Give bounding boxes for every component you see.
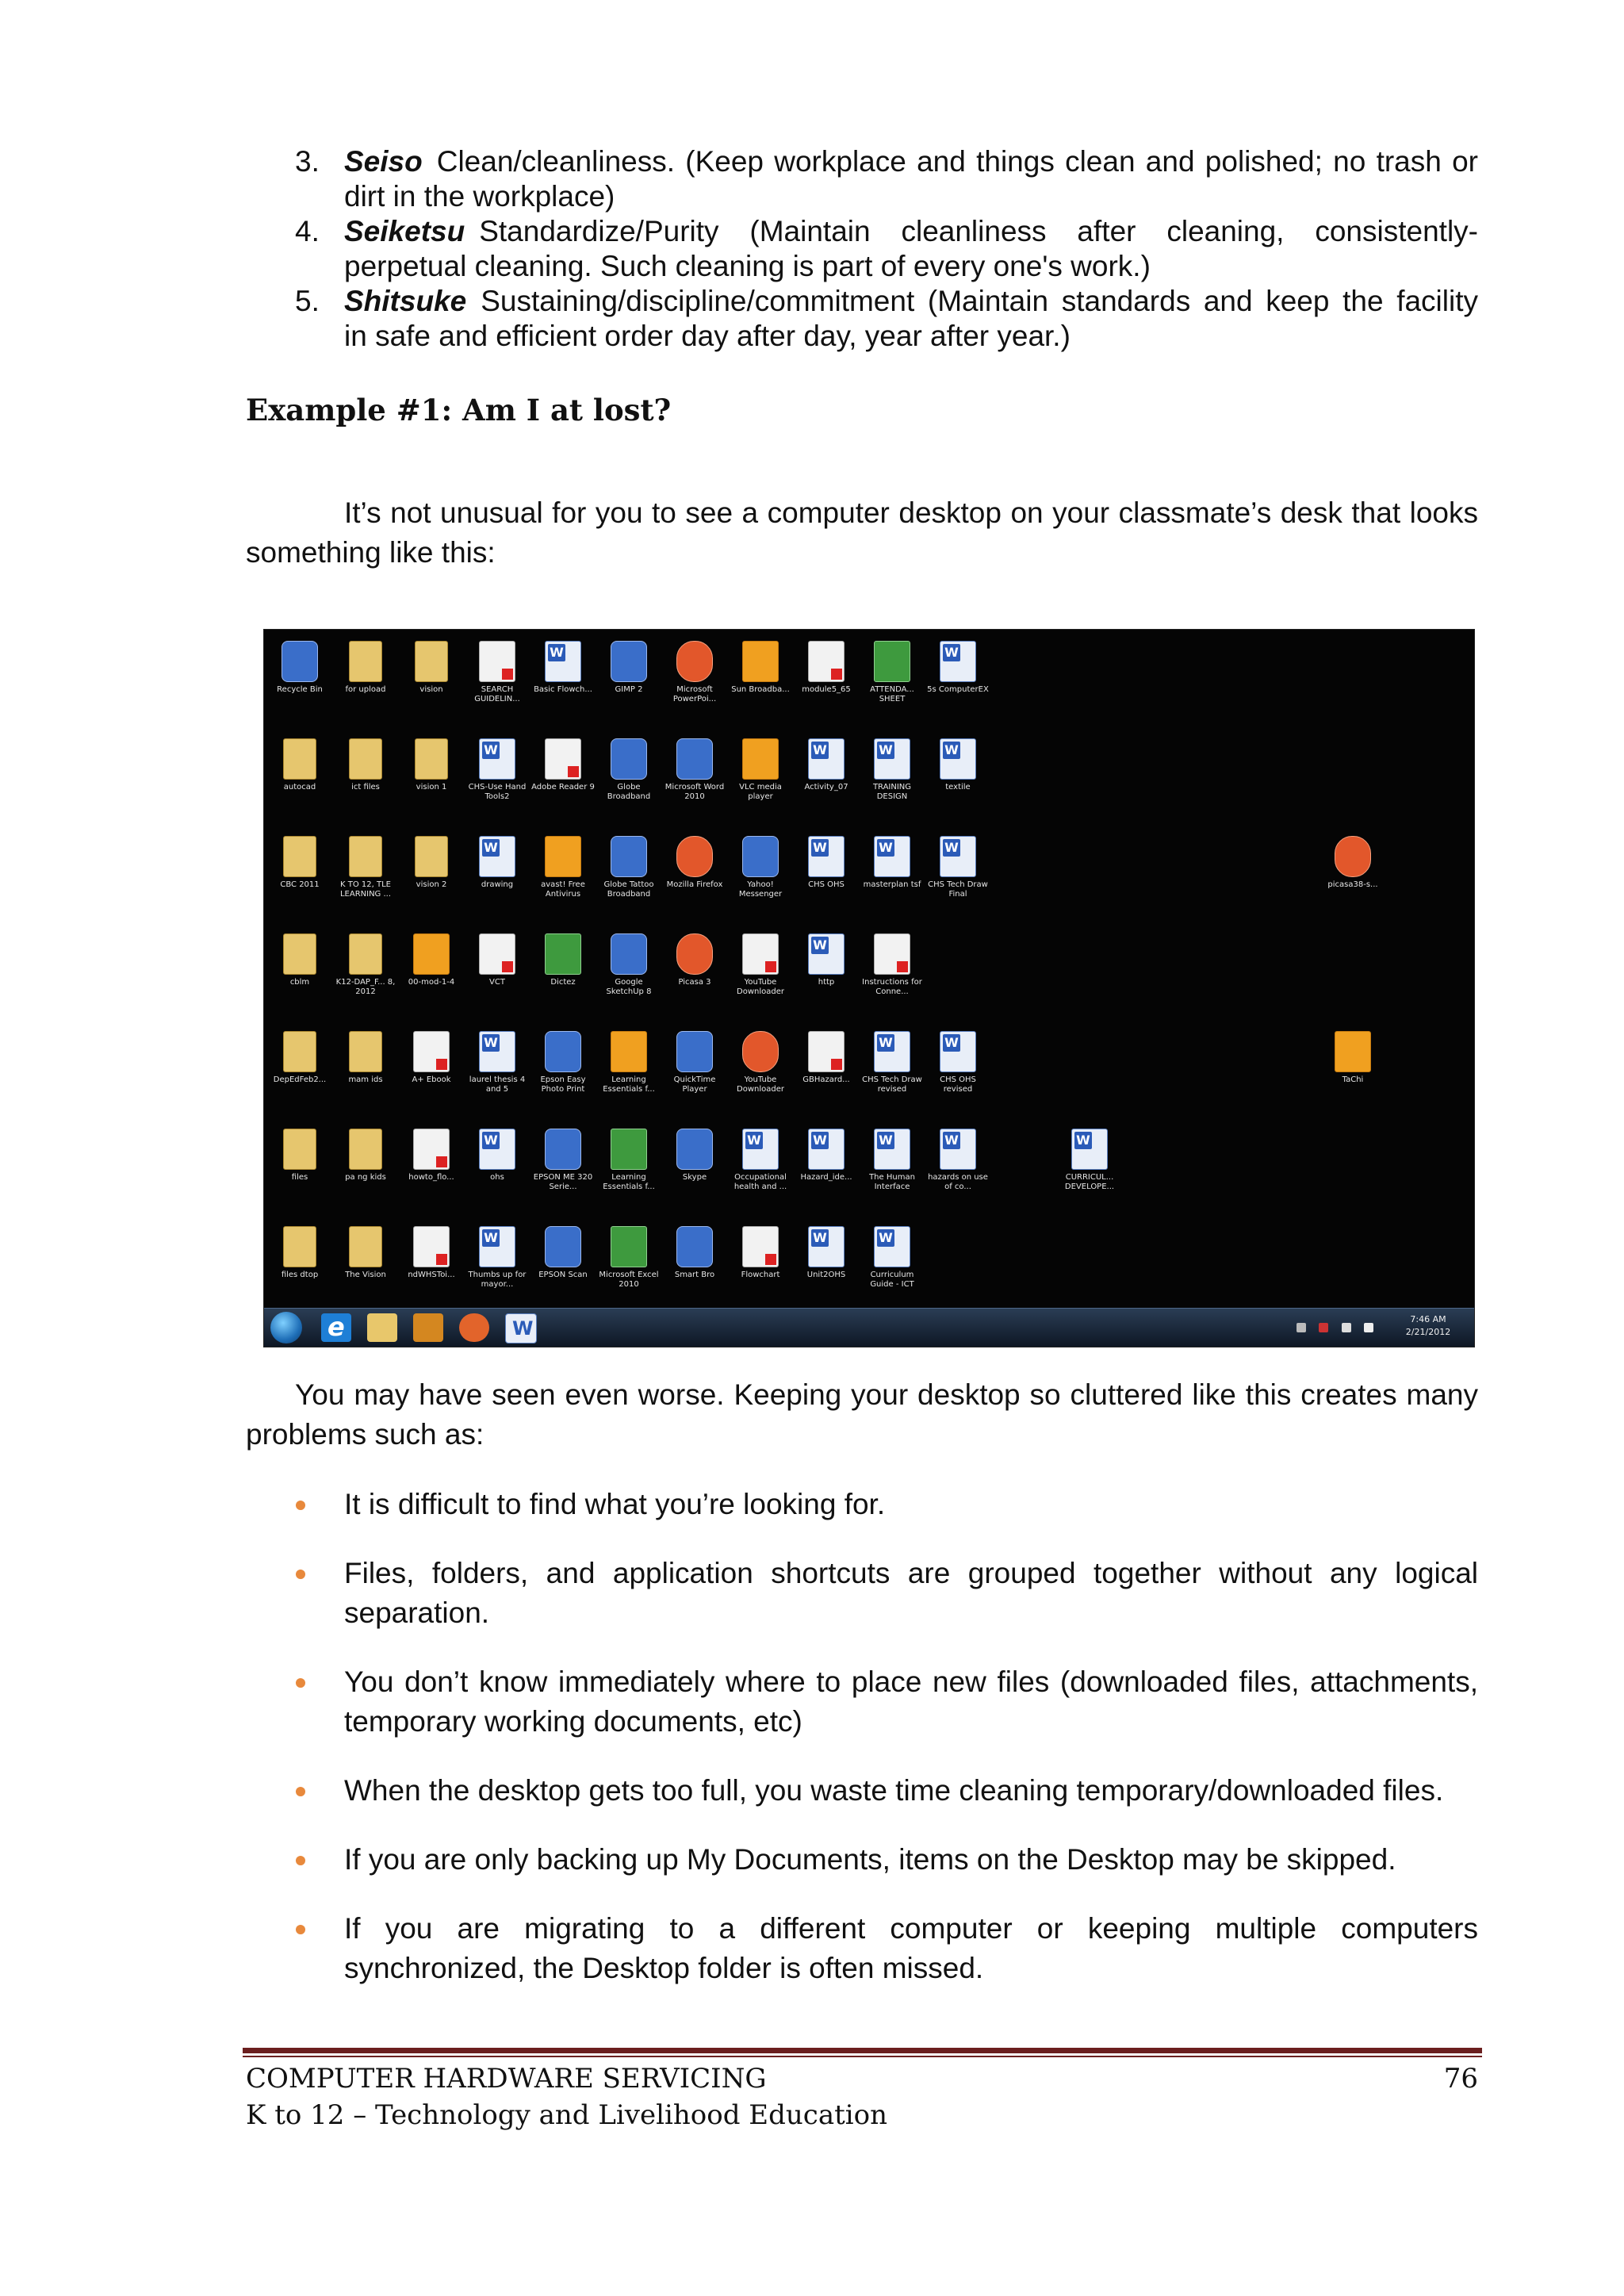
pdf-shortcut-icon xyxy=(545,738,581,780)
desktop-shortcut[interactable] xyxy=(530,732,596,802)
desktop-shortcut[interactable] xyxy=(662,830,727,899)
shortcut-label: masterplan tsf xyxy=(863,880,921,889)
list-item xyxy=(295,144,1478,214)
app-shortcut-icon xyxy=(611,738,647,780)
desktop-shortcut[interactable] xyxy=(530,927,596,997)
pdf-shortcut-icon xyxy=(413,1031,450,1072)
app-shortcut-icon xyxy=(545,1226,581,1267)
shortcut-label: cblm xyxy=(289,978,310,987)
clock-time: 7:46 AM xyxy=(1410,1314,1446,1324)
folder-shortcut-icon xyxy=(349,1226,382,1267)
shortcut-label: Thumbs up for mayor... xyxy=(468,1271,527,1289)
app2-shortcut-icon xyxy=(742,1031,779,1072)
doc-shortcut-icon xyxy=(479,1031,515,1072)
shortcut-label: howto_flo... xyxy=(408,1173,454,1182)
shortcut-label: Occupational health and ... xyxy=(733,1173,787,1191)
shortcut-label: hazards on use of co... xyxy=(928,1173,988,1191)
desktop-shortcut[interactable] xyxy=(728,732,793,802)
after-paragraph: You may have seen even worse. Keeping your desktop so cluttered like this creates many problems such as: xyxy=(246,1378,1478,1451)
cluttered-desktop-screenshot xyxy=(263,629,1475,1347)
tray-flag-icon xyxy=(1319,1323,1328,1332)
desktop-shortcut[interactable] xyxy=(530,1025,596,1094)
shortcut-label: SEARCH GUIDELIN... xyxy=(474,685,520,703)
desktop-shortcut[interactable] xyxy=(333,732,398,802)
five-s-list xyxy=(295,144,1478,354)
folder-shortcut-icon xyxy=(349,836,382,877)
app-shortcut-icon xyxy=(676,738,713,780)
file-explorer-icon xyxy=(367,1313,397,1342)
item-number: 3. xyxy=(295,145,320,178)
desktop-shortcut[interactable] xyxy=(267,634,332,704)
tray-arrow-icon xyxy=(1297,1323,1306,1332)
page-footer xyxy=(246,2060,1478,2133)
shortcut-label: Smart Bro xyxy=(674,1271,715,1279)
desktop-shortcut[interactable] xyxy=(794,1122,859,1192)
desktop-shortcut[interactable] xyxy=(860,1122,925,1192)
shortcut-label: module5_65 xyxy=(802,685,851,694)
shortcut-label: EPSON Scan xyxy=(538,1271,588,1279)
desktop-shortcut[interactable] xyxy=(530,830,596,899)
item-text: Clean/cleanliness. (Keep workplace and things clean and polished; no trash or dirt in the workplace) xyxy=(344,145,1478,213)
desktop-shortcut[interactable] xyxy=(267,927,332,997)
desktop-shortcut[interactable] xyxy=(860,634,925,704)
shortcut-label: GIMP 2 xyxy=(615,685,643,694)
list-item xyxy=(246,1485,1478,1524)
desktop-shortcut[interactable] xyxy=(267,1122,332,1192)
doc-shortcut-icon xyxy=(808,933,845,975)
system-tray xyxy=(1292,1320,1387,1336)
orange-shortcut-icon xyxy=(1335,1031,1371,1072)
shortcut-label: for upload xyxy=(345,685,386,694)
doc-shortcut-icon xyxy=(874,1129,910,1170)
folder-shortcut-icon xyxy=(349,1129,382,1170)
bullet-icon xyxy=(296,1925,305,1934)
footer-rule xyxy=(243,2048,1482,2053)
shortcut-label: Curriculum Guide - ICT xyxy=(870,1271,914,1289)
shortcut-label: Learning Essentials f... xyxy=(603,1173,655,1191)
shortcut-label: Learning Essentials f... xyxy=(603,1075,655,1094)
shortcut-label: Skype xyxy=(682,1173,707,1182)
shortcut-label: Globe Broadband xyxy=(607,783,651,801)
shortcut-label: Basic Flowch... xyxy=(534,685,592,694)
shortcut-label: K TO 12, TLE LEARNING ... xyxy=(339,880,392,899)
shortcut-label: TaChi xyxy=(1342,1075,1364,1084)
desktop-shortcut[interactable] xyxy=(333,1122,398,1192)
desktop-shortcut[interactable] xyxy=(596,634,661,704)
problem-text: Files, folders, and application shortcuts are grouped together without any logical separation. xyxy=(344,1557,1478,1629)
desktop-shortcut[interactable] xyxy=(728,1025,793,1094)
problem-text: If you are only backing up My Documents, items on the Desktop may be skipped. xyxy=(344,1843,1396,1876)
desktop-shortcut[interactable] xyxy=(465,634,530,704)
app-shortcut-icon xyxy=(545,1031,581,1072)
shortcut-label: Microsoft Excel 2010 xyxy=(599,1271,659,1289)
shortcut-label: Google SketchUp 8 xyxy=(606,978,652,996)
desktop-shortcut[interactable] xyxy=(399,732,464,802)
doc-shortcut-icon xyxy=(874,1226,910,1267)
shortcut-label: YouTube Downloader xyxy=(737,978,784,996)
doc-shortcut-icon xyxy=(479,738,515,780)
desktop-shortcut[interactable] xyxy=(794,732,859,802)
shortcut-label: Activity_07 xyxy=(804,783,848,792)
doc-shortcut-icon xyxy=(479,1226,515,1267)
folder-shortcut-icon xyxy=(283,1226,316,1267)
list-item xyxy=(246,1554,1478,1633)
desktop-shortcut[interactable] xyxy=(333,927,398,997)
doc-shortcut-icon xyxy=(940,1031,976,1072)
desktop-shortcut[interactable] xyxy=(596,927,661,997)
internet-explorer-icon xyxy=(321,1313,351,1342)
desktop-shortcut[interactable] xyxy=(399,1220,464,1290)
desktop-shortcut[interactable] xyxy=(465,1220,530,1290)
folder-shortcut-icon xyxy=(349,738,382,780)
shortcut-label: Microsoft PowerPoi... xyxy=(672,685,717,703)
desktop-shortcut[interactable] xyxy=(399,927,464,997)
shortcut-label: The Vision xyxy=(345,1271,386,1279)
folder-shortcut-icon xyxy=(283,836,316,877)
desktop-shortcut[interactable] xyxy=(267,830,332,899)
shortcut-label: EPSON ME 320 Serie... xyxy=(533,1173,593,1191)
footer-course: COMPUTER HARDWARE SERVICING xyxy=(246,2063,767,2095)
desktop-shortcut[interactable] xyxy=(465,927,530,997)
problem-text: You don’t know immediately where to place new files (downloaded files, attachments, temporary working documents, etc) xyxy=(344,1665,1478,1738)
shortcut-label: Flowchart xyxy=(741,1271,780,1279)
desktop-shortcut[interactable] xyxy=(728,634,793,704)
desktop-shortcut[interactable] xyxy=(925,1122,990,1192)
folder-shortcut-icon xyxy=(349,933,382,975)
shortcut-label: 5s ComputerEX xyxy=(927,685,989,694)
desktop-shortcut[interactable] xyxy=(399,1122,464,1192)
desktop-shortcut[interactable] xyxy=(267,1025,332,1094)
shortcut-label: CURRICUL... DEVELOPE... xyxy=(1064,1173,1115,1191)
desktop-shortcut[interactable] xyxy=(662,1122,727,1192)
desktop-shortcut[interactable] xyxy=(728,927,793,997)
shortcut-label: Recycle Bin xyxy=(277,685,323,694)
desktop-shortcut[interactable] xyxy=(267,1220,332,1290)
orange-shortcut-icon xyxy=(545,836,581,877)
desktop-shortcut[interactable] xyxy=(794,1220,859,1290)
pdf-shortcut-icon xyxy=(874,933,910,975)
app3-shortcut-icon xyxy=(545,933,581,975)
desktop-shortcut[interactable] xyxy=(596,1220,661,1290)
tray-network-icon xyxy=(1342,1323,1351,1332)
shortcut-label: Picasa 3 xyxy=(678,978,711,987)
list-item xyxy=(246,1840,1478,1880)
orange-shortcut-icon xyxy=(742,738,779,780)
list-item xyxy=(295,284,1478,354)
desktop-shortcut[interactable] xyxy=(860,830,925,899)
desktop-shortcut[interactable] xyxy=(333,1025,398,1094)
shortcut-label: laurel thesis 4 and 5 xyxy=(469,1075,526,1094)
shortcut-label: mam ids xyxy=(348,1075,383,1084)
desktop-shortcut[interactable] xyxy=(925,1025,990,1094)
desktop-shortcut[interactable] xyxy=(465,1122,530,1192)
item-number: 4. xyxy=(295,215,320,247)
desktop-shortcut[interactable] xyxy=(860,1220,925,1290)
desktop-shortcut[interactable] xyxy=(399,830,464,899)
shortcut-label: http xyxy=(818,978,835,987)
shortcut-label: CHS-Use Hand Tools2 xyxy=(468,783,527,801)
shortcut-label: CHS OHS xyxy=(808,880,845,889)
shortcut-label: picasa38-s... xyxy=(1327,880,1378,889)
folder-shortcut-icon xyxy=(415,641,448,682)
desktop-shortcut[interactable] xyxy=(333,830,398,899)
desktop-shortcut[interactable] xyxy=(662,1025,727,1094)
desktop-shortcut[interactable] xyxy=(860,1025,925,1094)
shortcut-label: DepEdFeb2... xyxy=(273,1075,327,1084)
desktop-shortcut[interactable] xyxy=(267,732,332,802)
app2-shortcut-icon xyxy=(676,933,713,975)
shortcut-label: Dictez xyxy=(550,978,576,987)
folder-shortcut-icon xyxy=(283,1031,316,1072)
folder-shortcut-icon xyxy=(283,738,316,780)
desktop-shortcut[interactable] xyxy=(662,634,727,704)
shortcut-label: A+ Ebook xyxy=(412,1075,451,1084)
shortcut-label: drawing xyxy=(481,880,514,889)
desktop-shortcut[interactable] xyxy=(465,732,530,802)
shortcut-label: textile xyxy=(945,783,971,792)
desktop-shortcut[interactable] xyxy=(1320,830,1385,899)
shortcut-label: ndWHSToi... xyxy=(408,1271,455,1279)
doc-shortcut-icon xyxy=(874,738,910,780)
media-player-icon xyxy=(413,1313,443,1342)
desktop-shortcut[interactable] xyxy=(530,634,596,704)
shortcut-label: VLC media player xyxy=(739,783,782,801)
orange-shortcut-icon xyxy=(413,933,450,975)
doc-shortcut-icon xyxy=(940,1129,976,1170)
app-shortcut-icon xyxy=(676,1129,713,1170)
firefox-icon xyxy=(459,1313,489,1342)
desktop-shortcut[interactable] xyxy=(596,830,661,899)
shortcut-label: 00-mod-1-4 xyxy=(408,978,455,987)
shortcut-label: Sun Broadba... xyxy=(731,685,790,694)
item-text: Standardize/Purity (Maintain cleanliness after cleaning, consistently-perpetual cleaning. Such cleaning is part of every one's work.) xyxy=(344,215,1478,282)
doc-shortcut-icon xyxy=(940,836,976,877)
shortcut-label: autocad xyxy=(283,783,316,792)
shortcut-label: vision 1 xyxy=(416,783,447,792)
desktop-shortcut[interactable] xyxy=(925,634,990,704)
desktop-shortcut[interactable] xyxy=(728,1220,793,1290)
desktop-shortcut[interactable] xyxy=(662,1220,727,1290)
app-shortcut-icon xyxy=(545,1129,581,1170)
desktop-shortcut[interactable] xyxy=(530,1122,596,1192)
desktop-shortcut[interactable] xyxy=(399,634,464,704)
shortcut-label: CHS Tech Draw Final xyxy=(928,880,988,899)
list-item xyxy=(246,1771,1478,1811)
desktop-shortcut[interactable] xyxy=(333,1220,398,1290)
desktop-shortcut[interactable] xyxy=(662,732,727,802)
taskbar xyxy=(264,1308,1474,1347)
folder-shortcut-icon xyxy=(283,1129,316,1170)
doc-shortcut-icon xyxy=(808,836,845,877)
shortcut-label: The Human Interface xyxy=(869,1173,915,1191)
desktop-shortcut[interactable] xyxy=(596,1122,661,1192)
doc-shortcut-icon xyxy=(808,1129,845,1170)
desktop-shortcut[interactable] xyxy=(794,634,859,704)
page-number: 76 xyxy=(1443,2063,1478,2095)
list-item xyxy=(246,1662,1478,1742)
bullet-icon xyxy=(296,1856,305,1865)
taskbar-clock xyxy=(1396,1313,1460,1339)
desktop-shortcut[interactable] xyxy=(925,830,990,899)
pdf-shortcut-icon xyxy=(479,641,515,682)
item-term: Shitsuke xyxy=(344,285,467,317)
app3-shortcut-icon xyxy=(874,641,910,682)
desktop-shortcut[interactable] xyxy=(728,1122,793,1192)
orange-shortcut-icon xyxy=(611,1031,647,1072)
problem-text: If you are migrating to a different computer or keeping multiple computers synchronized, the Desktop folder is often missed. xyxy=(344,1912,1478,1984)
desktop-shortcut[interactable] xyxy=(1057,1122,1122,1192)
item-term: Seiketsu xyxy=(344,215,465,247)
shortcut-label: ict files xyxy=(351,783,380,792)
desktop-shortcut[interactable] xyxy=(728,830,793,899)
app3-shortcut-icon xyxy=(611,1129,647,1170)
shortcut-label: Adobe Reader 9 xyxy=(531,783,595,792)
footer-program: K to 12 – Technology and Livelihood Education xyxy=(246,2099,887,2131)
shortcut-label: K12-DAP_F... 8, 2012 xyxy=(335,978,396,996)
desktop-shortcut[interactable] xyxy=(333,634,398,704)
desktop-shortcut[interactable] xyxy=(794,927,859,997)
desktop-shortcut[interactable] xyxy=(399,1025,464,1094)
shortcut-label: QuickTime Player xyxy=(673,1075,716,1094)
shortcut-label: CBC 2011 xyxy=(280,880,320,889)
pdf-shortcut-icon xyxy=(808,641,845,682)
folder-shortcut-icon xyxy=(415,738,448,780)
shortcut-label: Mozilla Firefox xyxy=(666,880,723,889)
word-icon xyxy=(505,1313,537,1343)
tray-volume-icon xyxy=(1364,1323,1373,1332)
shortcut-label: avast! Free Antivirus xyxy=(541,880,585,899)
doc-shortcut-icon xyxy=(808,738,845,780)
app2-shortcut-icon xyxy=(676,641,713,682)
list-item xyxy=(246,1909,1478,1988)
pdf-shortcut-icon xyxy=(742,933,779,975)
pdf-shortcut-icon xyxy=(742,1226,779,1267)
desktop-shortcut[interactable] xyxy=(596,732,661,802)
item-number: 5. xyxy=(295,285,320,317)
bullet-icon xyxy=(296,1678,305,1688)
desktop-shortcut[interactable] xyxy=(662,927,727,997)
shortcut-label: Unit2OHS xyxy=(806,1271,846,1279)
app-shortcut-icon xyxy=(742,836,779,877)
bullet-icon xyxy=(296,1787,305,1796)
app-shortcut-icon xyxy=(676,1031,713,1072)
desktop-shortcut[interactable] xyxy=(596,1025,661,1094)
problems-list xyxy=(246,1485,1478,2018)
shortcut-label: CHS OHS revised xyxy=(940,1075,976,1094)
desktop-shortcut[interactable] xyxy=(860,927,925,997)
shortcut-label: Yahoo! Messenger xyxy=(738,880,783,899)
doc-shortcut-icon xyxy=(808,1226,845,1267)
desktop-shortcut[interactable] xyxy=(860,732,925,802)
app-shortcut-icon xyxy=(611,933,647,975)
shortcut-label: pa ng kids xyxy=(345,1173,386,1182)
app3-shortcut-icon xyxy=(611,1226,647,1267)
shortcut-label: VCT xyxy=(489,978,505,987)
shortcut-label: Microsoft Word 2010 xyxy=(665,783,725,801)
problem-text: When the desktop gets too full, you waste time cleaning temporary/downloaded files. xyxy=(344,1774,1444,1807)
pdf-shortcut-icon xyxy=(479,933,515,975)
doc-shortcut-icon xyxy=(742,1129,779,1170)
shortcut-label: TRAINING DESIGN xyxy=(872,783,912,801)
folder-shortcut-icon xyxy=(283,933,316,975)
orange-shortcut-icon xyxy=(742,641,779,682)
shortcut-label: files dtop xyxy=(281,1271,319,1279)
shortcut-label: GBHazard... xyxy=(802,1075,850,1084)
pdf-shortcut-icon xyxy=(808,1031,845,1072)
desktop-shortcut[interactable] xyxy=(794,1025,859,1094)
shortcut-label: Epson Easy Photo Print xyxy=(540,1075,586,1094)
example-heading: Example #1: Am I at lost? xyxy=(246,393,672,427)
intro-paragraph: It’s not unusual for you to see a computer desktop on your classmate’s desk that looks something like this: xyxy=(246,496,1478,569)
shortcut-label: vision 2 xyxy=(416,880,447,889)
shortcut-label: vision xyxy=(419,685,443,694)
folder-shortcut-icon xyxy=(349,641,382,682)
footer-rule-thin xyxy=(243,2056,1482,2057)
shortcut-label: YouTube Downloader xyxy=(737,1075,784,1094)
shortcut-label: Globe Tattoo Broadband xyxy=(603,880,654,899)
desktop-icons xyxy=(264,630,1474,1304)
app2-shortcut-icon xyxy=(676,836,713,877)
desktop-shortcut[interactable] xyxy=(794,830,859,899)
folder-shortcut-icon xyxy=(415,836,448,877)
pdf-shortcut-icon xyxy=(413,1129,450,1170)
start-button-icon xyxy=(270,1312,302,1343)
item-term: Seiso xyxy=(344,145,423,178)
doc-shortcut-icon xyxy=(940,641,976,682)
app-shortcut-icon xyxy=(282,641,318,682)
item-text: Sustaining/discipline/commitment (Maintain standards and keep the facility in safe and efficient order day after day, year after year.) xyxy=(344,285,1478,352)
doc-shortcut-icon xyxy=(479,836,515,877)
shortcut-label: Instructions for Conne... xyxy=(862,978,922,996)
clock-date: 2/21/2012 xyxy=(1405,1327,1451,1337)
app2-shortcut-icon xyxy=(1335,836,1371,877)
desktop-shortcut[interactable] xyxy=(1320,1025,1385,1094)
desktop-shortcut[interactable] xyxy=(530,1220,596,1290)
shortcut-label: ohs xyxy=(490,1173,504,1182)
shortcut-label: files xyxy=(291,1173,308,1182)
doc-shortcut-icon xyxy=(545,641,581,682)
doc-shortcut-icon xyxy=(940,738,976,780)
app-shortcut-icon xyxy=(676,1226,713,1267)
doc-shortcut-icon xyxy=(874,836,910,877)
doc-shortcut-icon xyxy=(479,1129,515,1170)
shortcut-label: CHS Tech Draw revised xyxy=(862,1075,922,1094)
app-shortcut-icon xyxy=(611,836,647,877)
bullet-icon xyxy=(296,1501,305,1510)
desktop-shortcut[interactable] xyxy=(465,1025,530,1094)
doc-shortcut-icon xyxy=(874,1031,910,1072)
list-item xyxy=(295,214,1478,284)
shortcut-label: ATTENDA... SHEET xyxy=(870,685,914,703)
problem-text: It is difficult to find what you’re looking for. xyxy=(344,1488,886,1520)
pdf-shortcut-icon xyxy=(413,1226,450,1267)
bullet-icon xyxy=(296,1570,305,1579)
desktop-shortcut[interactable] xyxy=(925,732,990,802)
shortcut-label: Hazard_ide... xyxy=(800,1173,852,1182)
doc-shortcut-icon xyxy=(1071,1129,1108,1170)
folder-shortcut-icon xyxy=(349,1031,382,1072)
desktop-shortcut[interactable] xyxy=(465,830,530,899)
app-shortcut-icon xyxy=(611,641,647,682)
